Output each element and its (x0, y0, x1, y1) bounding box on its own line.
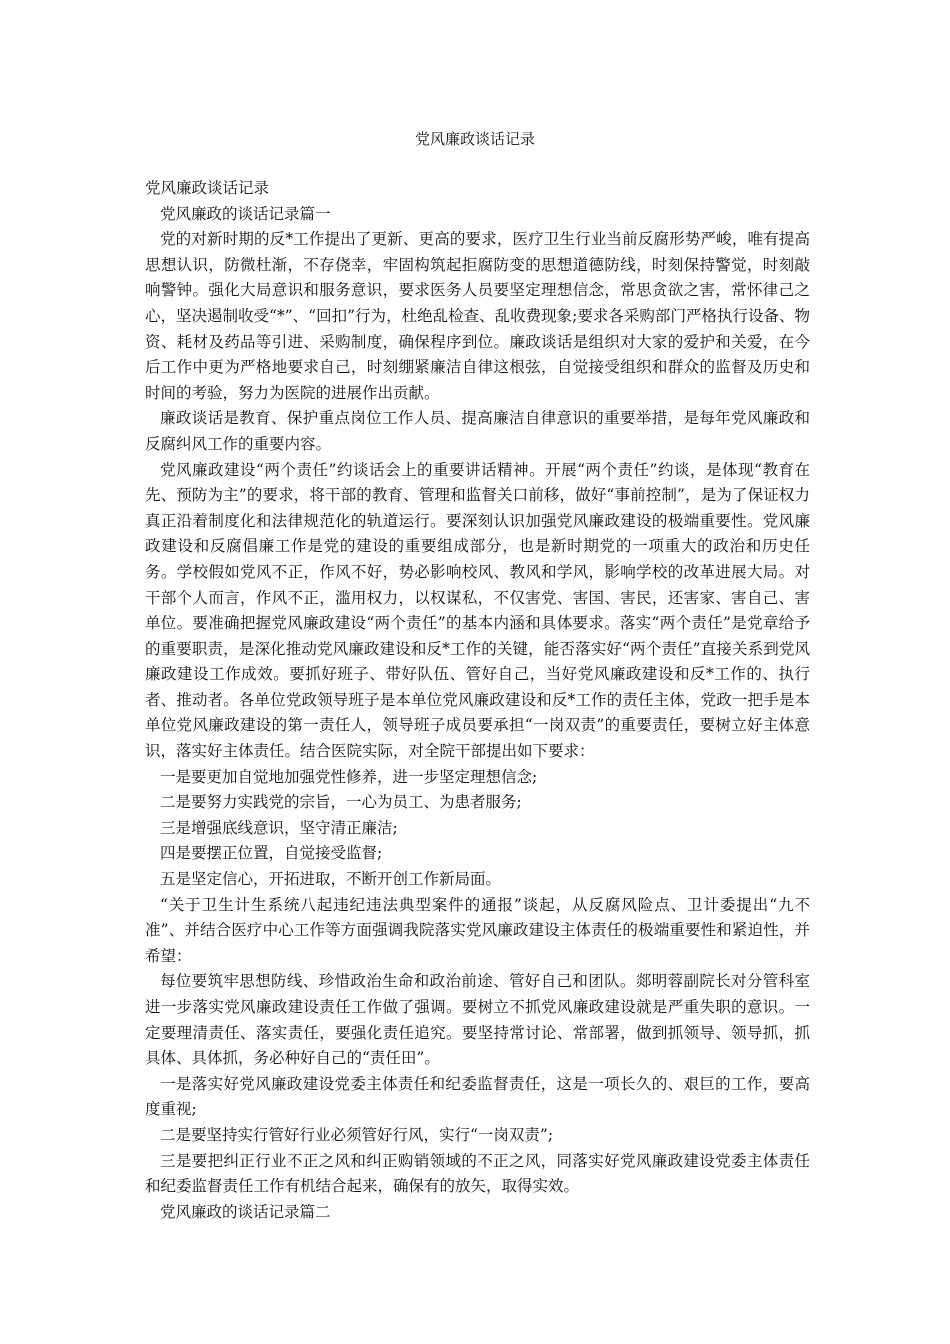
list-item: 二是要坚持实行管好行业必须管好行风，实行“一岗双责”; (160, 1125, 554, 1144)
list-item: 二是要努力实践党的宗旨，一心为员工、为患者服务; (160, 793, 522, 812)
paragraph: “关于卫生计生系统八起违纪违法典型案件的通报”谈起，从反腐风险点、卫计委提出“九不准”、并结合医疗中心工作等方面强调我院落实党风廉政建设主体责任的极端重要性和紧迫性，并希望： (145, 895, 810, 965)
paragraph: 廉政谈话是教育、保护重点岗位工作人员、提高廉洁自律意识的重要举措，是每年党风廉政和反腐纠风工作的重要内容。 (145, 409, 810, 453)
document-title: 党风廉政谈话记录 (414, 130, 535, 148)
paragraph: 党的对新时期的反*工作提出了更新、更高的要求，医疗卫生行业当前反腐形势严峻，唯有提高思想认识，防微杜渐，不存侥幸，牢固构筑起拒腐防变的思想道德防线，时刻保持警觉，时刻敲响警钟。强化大局意识和服务意识，要求医务人员要坚定理想信念，常思贪欲之害，常怀律己之心，坚决遏制收受“*”、“回扣”行为，杜绝乱检查、乱收费现象;要求各采购部门严格执行设备、物资、耗材及药品等引进、采购制度，确保程序到位。廉政谈话是组织对大家的爱护和关爱，在今后工作中更为严格地要求自己，时刻绷紧廉洁自律这根弦，自觉接受组织和群众的监督及历史和时间的考验，努力为医院的进展作出贡献。 (145, 230, 810, 402)
paragraph: 每位要筑牢思想防线、珍惜政治生命和政治前途、管好自己和团队。郯明蓉副院长对分管科室进一步落实党风廉政建设责任工作做了强调。要树立不抓党风廉政建设就是严重失职的意识。一定要理清责任、落实责任，要强化责任追究。要坚持常讨论、常部署，做到抓领导、领导抓，抓具体、具体抓，务必种好自己的“责任田”。 (145, 972, 810, 1068)
list-item: 三是增强底线意识，坚守清正廉洁; (160, 818, 398, 837)
document-body (145, 176, 810, 1225)
list-item: 三是要把纠正行业不正之风和纠正购销领域的不正之风，同落实好党风廉政建设党委主体责任和纪委监督责任工作有机结合起来，确保有的放矢，取得实效。 (145, 1151, 810, 1196)
section-heading-2: 党风廉政的谈话记录篇二 (160, 1202, 331, 1221)
list-item: 四是要摆正位置，自觉接受监督; (160, 844, 383, 863)
paragraph: 党风廉政建设“两个责任”约谈话会上的重要讲话精神。开展“两个责任”约谈，是体现“教育在先、预防为主”的要求，将干部的教育、管理和监督关口前移，做好“事前控制”，是为了保证权力真正沿着制度化和法律规范化的轨道运行。要深刻认识加强党风廉政建设的极端重要性。党风廉政建设和反腐倡廉工作是党的建设的重要组成部分，也是新时期党的一项重大的政治和历史任务。学校假如党风不正，作风不好，势必影响校风、教风和学风，影响学校的改革进展大局。对干部个人而言，作风不正，滥用权力，以权谋私，不仅害党、害国、害民，还害家、害自己、害单位。要准确把握党风廉政建设“两个责任”的基本内涵和具体要求。落实“两个责任”是党章给予的重要职责，是深化推动党风廉政建设和反*工作的关键，能否落实好“两个责任”直接关系到党风廉政建设工作成效。要抓好班子、带好队伍、管好自己，当好党风廉政建设和反*工作的、执行者、推动者。各单位党政领导班子是本单位党风廉政建设和反*工作的责任主体，党政一把手是本单位党风廉政建设的第一责任人，领导班子成员要承担“一岗双责”的重要责任，要树立好主体意识，落实好主体责任。结合医院实际，对全院干部提出如下要求： (145, 460, 810, 761)
list-item: 一是要更加自觉地加强党性修养，进一步坚定理想信念; (160, 767, 538, 786)
list-item: 一是落实好党风廉政建设党委主体责任和纪委监督责任，这是一项长久的、艰巨的工作，要高度重视; (145, 1074, 810, 1119)
list-item: 五是坚定信心，开拓进取，不断开创工作新局面。 (160, 870, 502, 889)
body-heading: 党风廉政谈话记录 (145, 179, 270, 197)
section-heading-1: 党风廉政的谈话记录篇一 (160, 204, 331, 223)
